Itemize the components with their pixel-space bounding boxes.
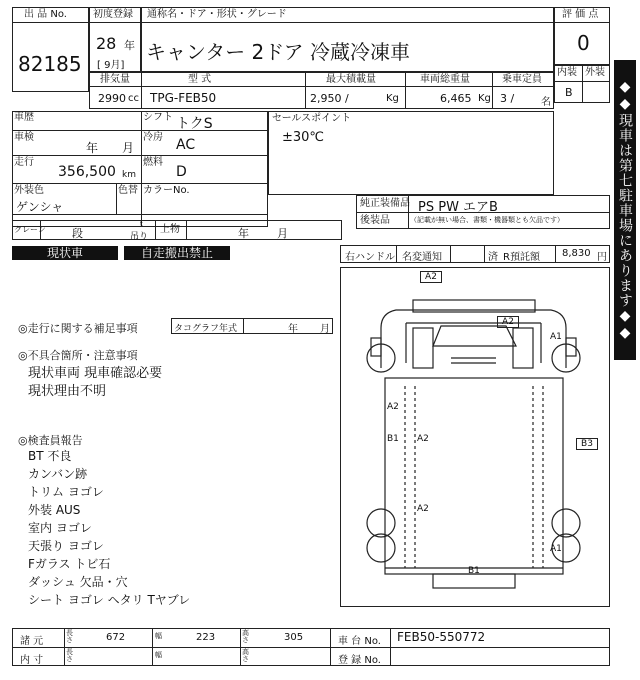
displacement: 2990: [98, 92, 126, 105]
inspector-report-label: ◎検査員報告: [18, 434, 83, 447]
exterior-color: ゲンシャ: [16, 200, 64, 214]
aftermarket-note: （記載が無い場合、書類・機器類とも欠品です）: [410, 216, 564, 224]
inspector-report-item: トリム ヨゴレ: [28, 485, 104, 499]
tailgate-month-unit: 月: [277, 227, 288, 240]
height: 305: [284, 632, 304, 643]
genuine-equipment-label: 純正装備品: [360, 198, 410, 209]
vehicle-diagram: [340, 267, 610, 607]
inspector-report-item: 外装 AUS: [28, 503, 81, 517]
width-label: 幅: [155, 632, 162, 640]
score-label: 評 価 点: [562, 9, 599, 20]
exterior-color-label: 外装色: [14, 185, 44, 196]
gross-weight-label: 車両総重量: [420, 74, 470, 85]
dimensions-label: 諸 元: [20, 636, 44, 647]
inspection-year-unit: 年: [86, 141, 99, 155]
damage-mark: A2: [417, 434, 429, 444]
aftermarket-label: 後装品: [360, 215, 390, 226]
registration-number-label: 登 録 No.: [338, 655, 381, 666]
inspector-report-item: ダッシュ 欠品・穴: [28, 575, 128, 589]
interior-length-label: 長さ: [66, 648, 73, 663]
damage-mark: A2: [417, 504, 429, 514]
damage-mark: A1: [550, 544, 562, 554]
tailgate-year-unit: 年: [238, 227, 249, 240]
damage-mark: A2: [420, 271, 442, 283]
tachograph-year-unit: 年: [288, 324, 298, 335]
first-registration-month: [ 9月]: [97, 60, 125, 71]
damage-mark: A1: [550, 332, 562, 342]
history-label: 車歴: [14, 112, 34, 123]
right-hand-drive: 右ハンドル: [345, 252, 395, 263]
fuel-label: 燃料: [143, 157, 163, 168]
model-label: 型 式: [188, 74, 212, 85]
inspector-report-item: シート ヨゴレ ヘタリ Tヤブレ: [28, 593, 191, 607]
interior-grade-label: 内装: [557, 67, 577, 78]
tailgate-label: 上物: [160, 224, 180, 235]
max-load: 2,950 /: [310, 92, 349, 105]
tachograph-month-unit: 月: [320, 324, 330, 335]
recycle-prefix: 済: [488, 252, 498, 263]
inspector-report-item: 天張り ヨゴレ: [28, 539, 104, 553]
inspection-month-unit: 月: [122, 141, 135, 155]
capacity-unit: 名: [541, 97, 551, 108]
fuel: D: [176, 164, 187, 180]
genuine-equipment: PS PW エアB: [418, 200, 498, 215]
shift-label: シフト: [143, 112, 173, 123]
model: TPG-FEB50: [150, 91, 217, 105]
sales-point: ±30℃: [282, 130, 325, 145]
damage-mark: B3: [576, 438, 598, 450]
shift: トクS: [176, 116, 213, 132]
chassis-number-label: 車 台 No.: [338, 636, 381, 647]
interior-grade: B: [565, 86, 573, 99]
defects-label: ◎不具合箇所・注意事項: [18, 349, 138, 362]
inspector-report-item: BT 不良: [28, 449, 72, 463]
max-load-unit: Kg: [386, 93, 399, 104]
lot-number-label: 出 品 No.: [24, 9, 67, 20]
name-change-notice-label: 名変通知: [402, 252, 442, 263]
capacity-label: 乗車定員: [502, 74, 542, 85]
mileage-label: 走行: [14, 157, 34, 168]
recycle-unit: 円: [597, 252, 607, 263]
capacity: 3 /: [500, 92, 515, 105]
recycle-amount: 8,830: [562, 248, 591, 259]
lot-number: 82185: [18, 52, 82, 76]
parking-location-notice: ◆◆現車は第七駐車場にあります◆◆: [614, 60, 636, 360]
first-registration-label: 初度登録: [93, 9, 133, 20]
displacement-unit: cc: [128, 93, 139, 104]
length: 672: [106, 632, 126, 643]
color-number-label: カラーNo.: [143, 185, 190, 196]
inspector-report-item: カンバン跡: [28, 467, 88, 481]
ac: AC: [176, 137, 196, 153]
interior-dimensions-label: 内 寸: [20, 655, 44, 666]
recycle-label: R預託額: [503, 252, 540, 263]
year-unit: 年: [124, 39, 135, 52]
sales-point-label: セールスポイント: [272, 113, 352, 124]
inspector-report-item: 室内 ヨゴレ: [28, 521, 92, 535]
gross-weight-unit: Kg: [478, 93, 491, 104]
driving-notes-label: ◎走行に関する補足事項: [18, 322, 138, 335]
max-load-label: 最大積載量: [326, 74, 376, 85]
as-is-badge: 現状車: [12, 246, 118, 260]
crane-lift-top: t: [140, 220, 143, 228]
displacement-label: 排気量: [100, 74, 130, 85]
mileage-unit: km: [122, 170, 136, 180]
crane-label: クレーン: [14, 225, 46, 234]
chassis-number: FEB50-550772: [397, 630, 486, 644]
defect-item: 現状車両 現車確認必要: [28, 366, 163, 381]
damage-mark: A2: [497, 316, 519, 328]
damage-mark: B1: [468, 566, 480, 576]
crane-stage-unit: 段: [72, 227, 83, 240]
ac-label: 冷房: [143, 132, 163, 143]
score-value: 0: [577, 31, 590, 55]
mileage: 356,500: [58, 164, 116, 180]
exterior-grade-label: 外装: [585, 67, 605, 78]
tachograph-label: タコグラフ年式: [174, 324, 238, 334]
height-label: 高さ: [242, 629, 249, 644]
inspector-report-item: Fガラス トビ石: [28, 557, 111, 571]
self-transport-banned-badge: 自走搬出禁止: [124, 246, 230, 260]
vehicle-name: キャンター 2ドア 冷蔵冷凍車: [146, 40, 411, 64]
truck-outline: [341, 268, 609, 606]
interior-height-label: 高さ: [242, 648, 249, 663]
first-registration-year: 28: [96, 34, 117, 53]
inspection-label: 車検: [14, 132, 34, 143]
gross-weight: 6,465: [440, 92, 472, 105]
length-label: 長さ: [66, 629, 73, 644]
width: 223: [196, 632, 216, 643]
damage-mark: B1: [387, 434, 399, 444]
crane-lift-unit: 吊り: [130, 232, 149, 242]
defect-item: 現状理由不明: [28, 384, 107, 399]
damage-mark: A2: [387, 402, 399, 412]
color-change-label: 色替: [118, 185, 138, 196]
vehicle-name-label: 通称名・ドア・形状・グレード: [147, 9, 287, 20]
interior-width-label: 幅: [155, 651, 162, 659]
